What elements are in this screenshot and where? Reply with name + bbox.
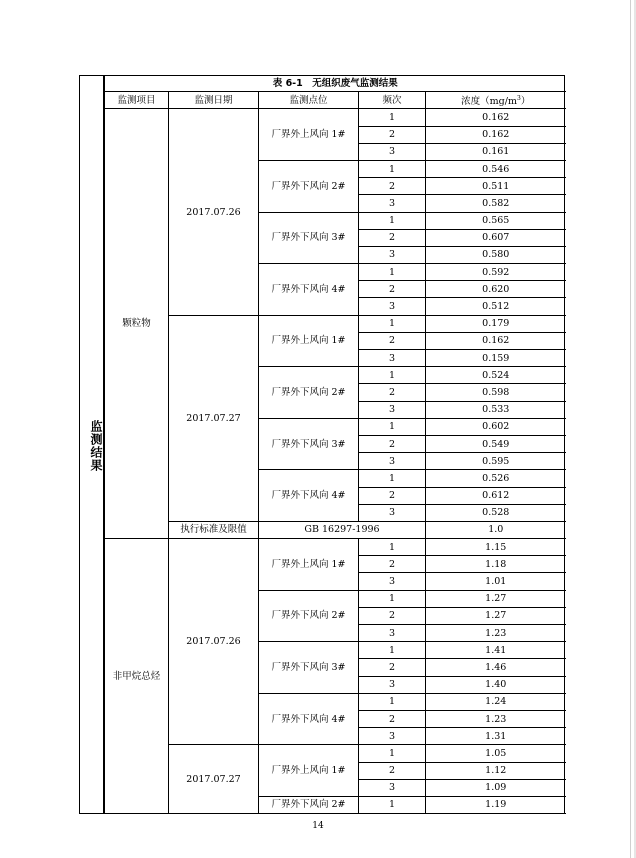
concentration-cell: 1.23: [426, 710, 566, 727]
side-label-monitoring-results: [79, 411, 104, 481]
frequency-cell: 2: [359, 178, 426, 195]
point-cell: 厂界外上风向 1#: [259, 315, 359, 367]
point-cell: 厂界外下风向 3#: [259, 418, 359, 470]
frequency-cell: 3: [359, 625, 426, 642]
concentration-cell: 0.526: [426, 470, 566, 487]
frequency-cell: 3: [359, 573, 426, 590]
header-item: 监测项目: [105, 92, 169, 109]
date-cell: 2017.07.26: [169, 539, 259, 745]
concentration-cell: 0.612: [426, 487, 566, 504]
header-date: 监测日期: [169, 92, 259, 109]
point-cell: 厂界外下风向 4#: [259, 693, 359, 745]
point-cell: 厂界外下风向 3#: [259, 642, 359, 694]
frequency-cell: 1: [359, 418, 426, 435]
standard-value-cell: 1.0: [426, 521, 566, 538]
frequency-cell: 1: [359, 367, 426, 384]
frequency-cell: 3: [359, 401, 426, 418]
frequency-cell: 3: [359, 143, 426, 160]
frequency-cell: 2: [359, 384, 426, 401]
concentration-cell: 0.620: [426, 281, 566, 298]
frequency-cell: 2: [359, 556, 426, 573]
frequency-cell: 2: [359, 487, 426, 504]
table-body: [105, 75, 566, 814]
concentration-cell: 1.18: [426, 556, 566, 573]
header-frequency: 频次: [359, 92, 426, 109]
concentration-cell: 0.524: [426, 367, 566, 384]
frequency-cell: 3: [359, 350, 426, 367]
concentration-cell: 0.161: [426, 143, 566, 160]
concentration-cell: 0.162: [426, 126, 566, 143]
concentration-cell: 1.15: [426, 539, 566, 556]
emission-results-table: [104, 75, 566, 814]
frequency-cell: 3: [359, 504, 426, 521]
frequency-cell: 2: [359, 332, 426, 349]
frequency-cell: 3: [359, 728, 426, 745]
concentration-cell: 1.27: [426, 590, 566, 607]
frequency-cell: 3: [359, 453, 426, 470]
concentration-cell: 0.162: [426, 109, 566, 126]
frequency-cell: 2: [359, 710, 426, 727]
concentration-cell: 1.23: [426, 625, 566, 642]
concentration-cell: 0.565: [426, 212, 566, 229]
side-label-char: 结: [89, 446, 103, 459]
frequency-cell: 1: [359, 315, 426, 332]
side-label-char: 测: [89, 433, 103, 446]
table-row: [105, 315, 566, 332]
concentration-cell: 0.162: [426, 332, 566, 349]
concentration-cell: 0.592: [426, 264, 566, 281]
point-cell: 厂界外下风向 2#: [259, 367, 359, 419]
concentration-cell: 0.179: [426, 315, 566, 332]
table-header-row: [105, 92, 566, 109]
page-number: 14: [312, 821, 324, 831]
header-point: 监测点位: [259, 92, 359, 109]
standard-label-cell: 执行标准及限值: [169, 521, 259, 538]
header-concentration: [426, 92, 566, 109]
frequency-cell: 3: [359, 246, 426, 263]
frequency-cell: 2: [359, 229, 426, 246]
concentration-cell: 0.512: [426, 298, 566, 315]
point-cell: 厂界外下风向 2#: [259, 590, 359, 642]
standard-row: [105, 521, 566, 538]
frequency-cell: 1: [359, 590, 426, 607]
concentration-cell: 0.580: [426, 246, 566, 263]
frequency-cell: 1: [359, 212, 426, 229]
point-cell: 厂界外下风向 4#: [259, 470, 359, 522]
table-row: [105, 109, 566, 126]
frequency-cell: 1: [359, 109, 426, 126]
table-row: [105, 539, 566, 556]
concentration-cell: 0.546: [426, 160, 566, 177]
concentration-cell: 1.46: [426, 659, 566, 676]
concentration-cell: 0.159: [426, 350, 566, 367]
concentration-cell: 0.549: [426, 435, 566, 452]
frequency-cell: 1: [359, 642, 426, 659]
frequency-cell: 3: [359, 676, 426, 693]
concentration-cell: 1.27: [426, 607, 566, 624]
frequency-cell: 2: [359, 281, 426, 298]
frequency-cell: 2: [359, 762, 426, 779]
frequency-cell: 3: [359, 779, 426, 796]
side-label-char: 果: [89, 459, 103, 472]
frequency-cell: 1: [359, 470, 426, 487]
concentration-cell: 0.582: [426, 195, 566, 212]
frequency-cell: 1: [359, 693, 426, 710]
point-cell: 厂界外上风向 1#: [259, 109, 359, 161]
frequency-cell: 1: [359, 745, 426, 762]
concentration-cell: 1.09: [426, 779, 566, 796]
point-cell: 厂界外下风向 2#: [259, 160, 359, 212]
frequency-cell: 1: [359, 160, 426, 177]
point-cell: 厂界外下风向 2#: [259, 796, 359, 813]
header-concentration-sup: 3: [516, 95, 521, 103]
concentration-cell: 1.05: [426, 745, 566, 762]
side-label-char: 监: [89, 420, 103, 433]
monitoring-item-cell: 非甲烷总烃: [105, 539, 169, 814]
date-cell: 2017.07.27: [169, 745, 259, 814]
concentration-cell: 0.607: [426, 229, 566, 246]
frequency-cell: 1: [359, 539, 426, 556]
table-title: 表 6-1 无组织废气监测结果: [105, 75, 566, 92]
table-title-row: [105, 75, 566, 92]
standard-code-cell: GB 16297-1996: [259, 521, 426, 538]
concentration-cell: 1.41: [426, 642, 566, 659]
monitoring-item-cell: 颗粒物: [105, 109, 169, 539]
date-cell: 2017.07.26: [169, 109, 259, 315]
frequency-cell: 3: [359, 195, 426, 212]
frequency-cell: 2: [359, 659, 426, 676]
point-cell: 厂界外上风向 1#: [259, 745, 359, 797]
page-edge-line: [630, 0, 631, 858]
table-row: [105, 745, 566, 762]
concentration-cell: 1.12: [426, 762, 566, 779]
point-cell: 厂界外下风向 3#: [259, 212, 359, 264]
point-cell: 厂界外下风向 4#: [259, 264, 359, 316]
concentration-cell: 1.01: [426, 573, 566, 590]
frequency-cell: 1: [359, 796, 426, 813]
concentration-cell: 0.602: [426, 418, 566, 435]
date-cell: 2017.07.27: [169, 315, 259, 521]
frequency-cell: 2: [359, 126, 426, 143]
concentration-cell: 0.511: [426, 178, 566, 195]
concentration-cell: 1.24: [426, 693, 566, 710]
header-concentration-text: 浓度（mg/m: [461, 96, 517, 108]
concentration-cell: 1.40: [426, 676, 566, 693]
frequency-cell: 1: [359, 264, 426, 281]
concentration-cell: 1.31: [426, 728, 566, 745]
concentration-cell: 0.598: [426, 384, 566, 401]
point-cell: 厂界外上风向 1#: [259, 539, 359, 591]
concentration-cell: 1.19: [426, 796, 566, 813]
concentration-cell: 0.528: [426, 504, 566, 521]
frequency-cell: 2: [359, 607, 426, 624]
concentration-cell: 0.533: [426, 401, 566, 418]
header-concentration-suffix: ）: [520, 96, 531, 108]
frequency-cell: 3: [359, 298, 426, 315]
concentration-cell: 0.595: [426, 453, 566, 470]
frequency-cell: 2: [359, 435, 426, 452]
